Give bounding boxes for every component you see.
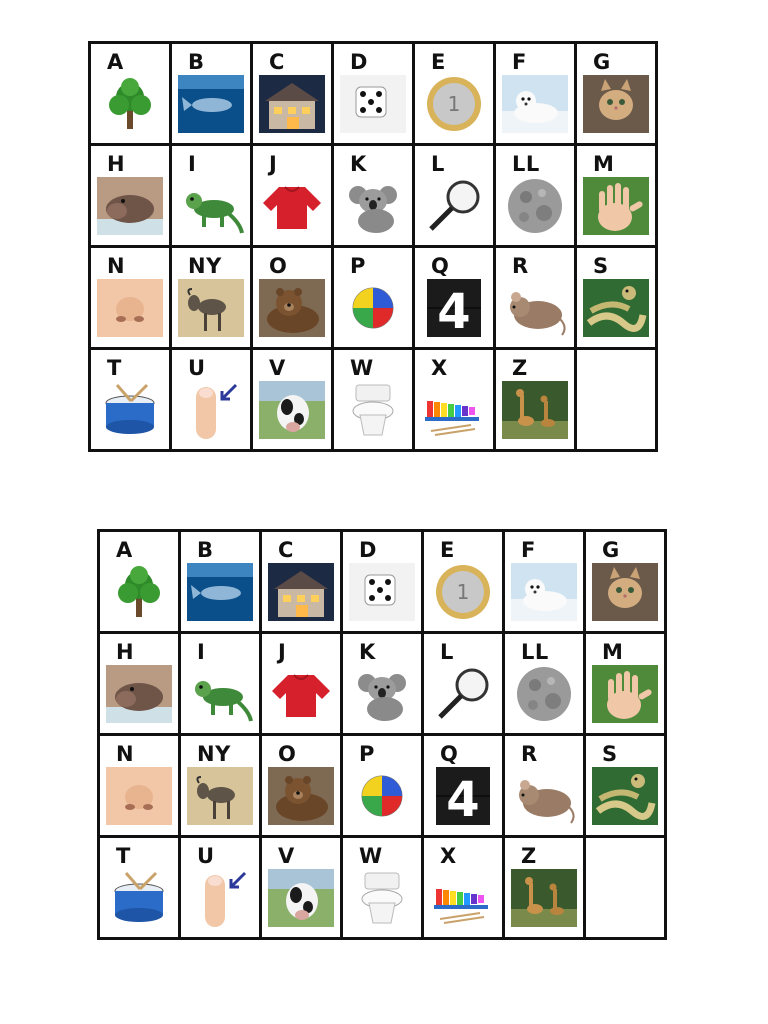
dice-icon [340, 75, 406, 133]
letter-label: G [593, 50, 611, 74]
letter-cell-l [424, 634, 505, 736]
letter-cell-z [496, 350, 577, 452]
magnifier-icon [421, 177, 487, 235]
letter-label: O [269, 254, 288, 278]
nose-icon [97, 279, 163, 337]
letter-label: X [431, 356, 448, 380]
bear-icon [268, 767, 334, 825]
letter-cell-u [181, 838, 262, 940]
letter-cell-b [172, 44, 253, 146]
letter-label: I [197, 640, 206, 664]
letter-label: K [350, 152, 367, 176]
letter-label: N [116, 742, 135, 766]
giraffe-icon [502, 381, 568, 439]
letter-cell-r [505, 736, 586, 838]
letter-label: S [602, 742, 618, 766]
hippo-icon [97, 177, 163, 235]
empty-cell [586, 838, 667, 940]
ball-icon [340, 279, 406, 337]
letter-cell-h [91, 146, 172, 248]
alphabet-sheet-top [88, 41, 658, 452]
seal-icon [502, 75, 568, 133]
letter-label: X [440, 844, 457, 868]
letter-label: V [278, 844, 295, 868]
letter-label: B [188, 50, 205, 74]
letter-cell-r [496, 248, 577, 350]
letter-label: W [359, 844, 383, 868]
sweater-icon [268, 665, 334, 723]
letter-label: N [107, 254, 126, 278]
letter-cell-c [262, 532, 343, 634]
whale-icon [178, 75, 244, 133]
letter-label: A [116, 538, 133, 562]
letter-label: L [431, 152, 445, 176]
hippo-icon [106, 665, 172, 723]
letter-cell-e [415, 44, 496, 146]
alphabet-sheet-bottom [97, 529, 667, 940]
letter-label: C [278, 538, 294, 562]
kitten-icon [592, 563, 658, 621]
letter-label: R [512, 254, 529, 278]
moon-icon [502, 177, 568, 235]
letter-label: I [188, 152, 197, 176]
letter-label: LL [521, 640, 549, 664]
letter-cell-p [334, 248, 415, 350]
svg-text:4: 4 [437, 284, 471, 337]
letter-cell-a [100, 532, 181, 634]
letter-cell-j [253, 146, 334, 248]
letter-label: H [116, 640, 135, 664]
letter-label: E [431, 50, 446, 74]
letter-label: G [602, 538, 620, 562]
letter-cell-p [343, 736, 424, 838]
ball-icon [349, 767, 415, 825]
letter-cell-c [253, 44, 334, 146]
iguana-icon [187, 665, 253, 723]
letter-label: U [188, 356, 206, 380]
euro-coin-icon [430, 563, 496, 621]
magnifier-icon [430, 665, 496, 723]
house-icon [259, 75, 325, 133]
snake-icon [592, 767, 658, 825]
drum-icon [97, 381, 163, 439]
letter-cell-f [505, 532, 586, 634]
cow-icon [259, 381, 325, 439]
letter-label: T [107, 356, 122, 380]
house-icon [268, 563, 334, 621]
letter-cell-o [253, 248, 334, 350]
letter-label: Q [431, 254, 450, 278]
letter-label: F [512, 50, 527, 74]
letter-cell-s [577, 248, 658, 350]
cow-icon [268, 869, 334, 927]
dice-icon [349, 563, 415, 621]
letter-cell-u [172, 350, 253, 452]
letter-label: Q [440, 742, 459, 766]
letter-cell-h [100, 634, 181, 736]
number-four-icon [430, 767, 496, 825]
letter-cell-m [577, 146, 658, 248]
letter-cell-f [496, 44, 577, 146]
letter-label: J [278, 640, 287, 664]
letter-cell-x [424, 838, 505, 940]
letter-label: T [116, 844, 131, 868]
letter-label: M [593, 152, 615, 176]
euro-coin-icon [421, 75, 487, 133]
letter-cell-d [334, 44, 415, 146]
bear-icon [259, 279, 325, 337]
svg-text:4: 4 [446, 772, 480, 825]
tree-icon [106, 563, 172, 621]
letter-label: M [602, 640, 624, 664]
letter-label: H [107, 152, 126, 176]
sweater-icon [259, 177, 325, 235]
letter-cell-i [181, 634, 262, 736]
letter-label: K [359, 640, 376, 664]
koala-icon [340, 177, 406, 235]
letter-cell-n [100, 736, 181, 838]
koala-icon [349, 665, 415, 723]
letter-cell-q [415, 248, 496, 350]
letter-cell-z [505, 838, 586, 940]
moon-icon [511, 665, 577, 723]
letter-label: J [269, 152, 278, 176]
mouse-icon [502, 279, 568, 337]
hand-icon [583, 177, 649, 235]
letter-label: E [440, 538, 455, 562]
letter-cell-k [343, 634, 424, 736]
drum-icon [106, 869, 172, 927]
letter-label: P [359, 742, 375, 766]
letter-cell-t [91, 350, 172, 452]
letter-label: NY [188, 254, 222, 278]
letter-cell-v [253, 350, 334, 452]
mouse-icon [511, 767, 577, 825]
letter-label: D [359, 538, 377, 562]
xylophone-icon [421, 381, 487, 439]
letter-cell-n [91, 248, 172, 350]
letter-cell-x [415, 350, 496, 452]
hand-icon [592, 665, 658, 723]
seal-icon [511, 563, 577, 621]
letter-cell-ll [505, 634, 586, 736]
letter-label: O [278, 742, 297, 766]
letter-label: W [350, 356, 374, 380]
letter-label: U [197, 844, 215, 868]
letter-cell-k [334, 146, 415, 248]
letter-cell-t [100, 838, 181, 940]
giraffe-icon [511, 869, 577, 927]
iguana-icon [178, 177, 244, 235]
toilet-icon [340, 381, 406, 439]
finger-icon [187, 869, 253, 927]
finger-icon [178, 381, 244, 439]
svg-text:1: 1 [447, 92, 461, 116]
letter-cell-v [262, 838, 343, 940]
letter-label: P [350, 254, 366, 278]
letter-cell-q [424, 736, 505, 838]
letter-cell-o [262, 736, 343, 838]
letter-label: A [107, 50, 124, 74]
toilet-icon [349, 869, 415, 927]
letter-cell-d [343, 532, 424, 634]
letter-cell-ll [496, 146, 577, 248]
empty-cell [577, 350, 658, 452]
letter-cell-w [343, 838, 424, 940]
letter-label: L [440, 640, 454, 664]
letter-label: F [521, 538, 536, 562]
wildebeest-icon [187, 767, 253, 825]
letter-cell-s [586, 736, 667, 838]
letter-cell-j [262, 634, 343, 736]
xylophone-icon [430, 869, 496, 927]
whale-icon [187, 563, 253, 621]
number-four-icon [421, 279, 487, 337]
wildebeest-icon [178, 279, 244, 337]
letter-label: B [197, 538, 214, 562]
letter-label: Z [512, 356, 528, 380]
letter-label: Z [521, 844, 537, 868]
letter-cell-w [334, 350, 415, 452]
letter-label: D [350, 50, 368, 74]
svg-text:1: 1 [456, 580, 470, 604]
letter-label: R [521, 742, 538, 766]
letter-cell-a [91, 44, 172, 146]
letter-cell-ny [172, 248, 253, 350]
tree-icon [97, 75, 163, 133]
nose-icon [106, 767, 172, 825]
letter-cell-l [415, 146, 496, 248]
letter-cell-e [424, 532, 505, 634]
letter-cell-m [586, 634, 667, 736]
letter-cell-ny [181, 736, 262, 838]
letter-cell-i [172, 146, 253, 248]
letter-label: NY [197, 742, 231, 766]
kitten-icon [583, 75, 649, 133]
snake-icon [583, 279, 649, 337]
letter-cell-b [181, 532, 262, 634]
letter-label: V [269, 356, 286, 380]
letter-cell-g [577, 44, 658, 146]
letter-label: C [269, 50, 285, 74]
letter-label: S [593, 254, 609, 278]
letter-cell-g [586, 532, 667, 634]
letter-label: LL [512, 152, 540, 176]
